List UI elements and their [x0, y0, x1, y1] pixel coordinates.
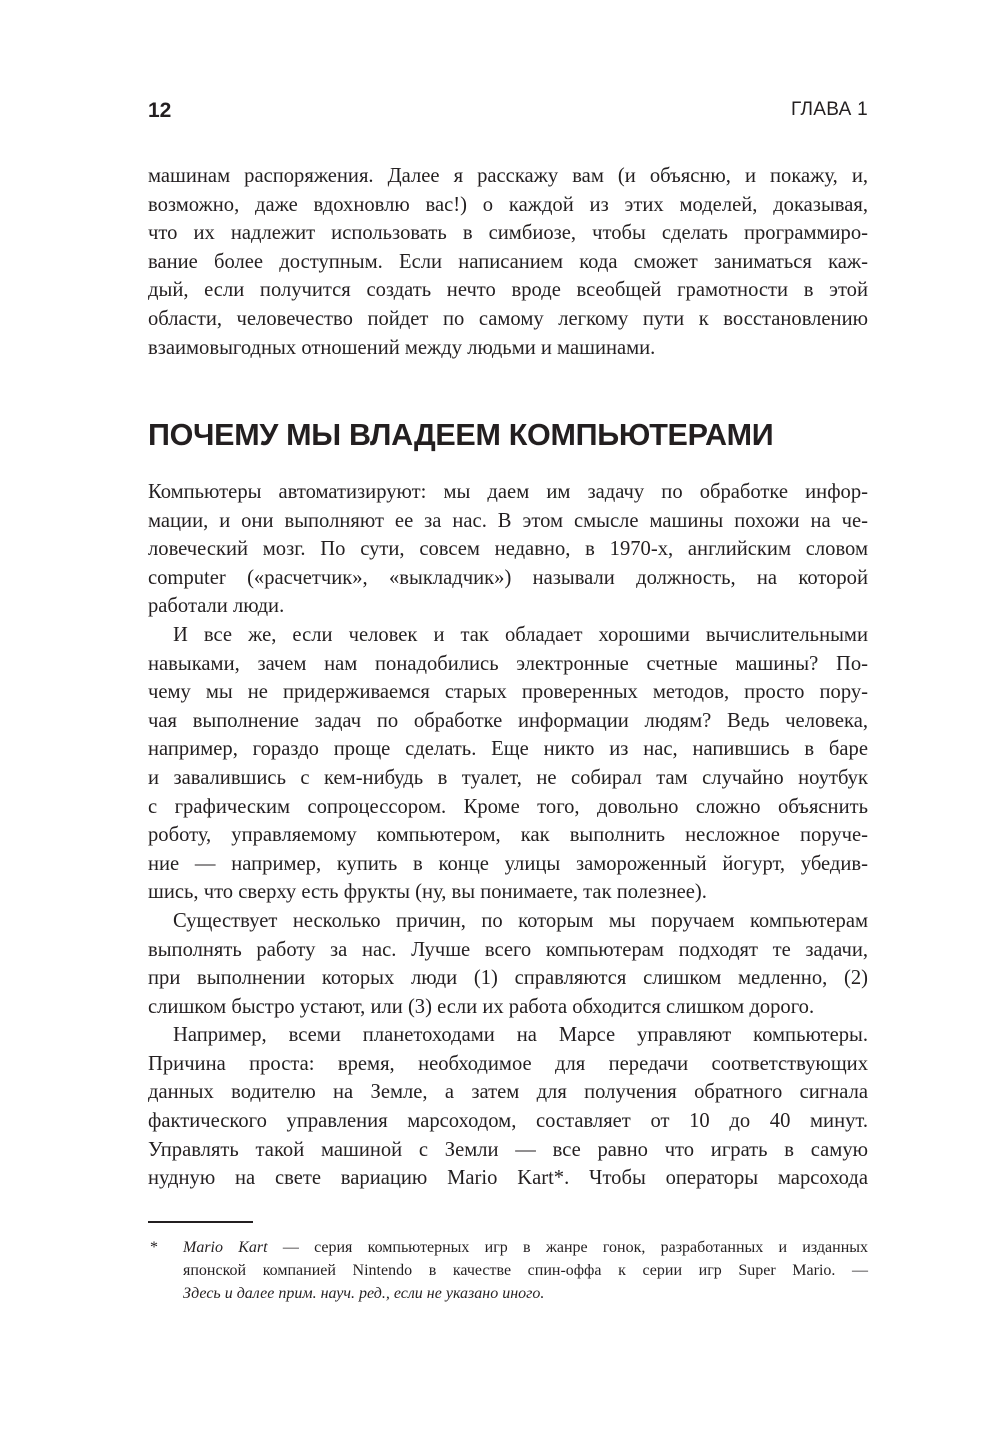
text-line: что их надлежит использовать в симбиозе, чтобы сделать программиро- [148, 222, 868, 245]
footnote-marker: * [150, 1239, 158, 1256]
text-line: И все же, если человек и так обладает хорошими вычислительными [173, 623, 868, 646]
text-line: фактического управления марсоходом, составляет от 10 до 40 минут. [148, 1110, 868, 1133]
text-line: с графическим сопроцессором. Кроме того, довольно сложно объяснить [148, 795, 868, 818]
text-line: чему мы не придерживаемся старых проверенных методов, просто пору- [148, 681, 868, 704]
text-line: Управлять такой машиной с Земли — все равно что играть в самую [148, 1138, 868, 1161]
text-line: Причина проста: время, необходимое для передачи соответствующих [148, 1052, 868, 1075]
text-line: ловеческий мозг. По сути, совсем недавно, в 1970-х, английским словом [148, 538, 868, 561]
text-line: computer («расчетчик», «выкладчик») называли должность, на которой [148, 566, 868, 589]
text-line: взаимовыгодных отношений между людьми и машинами. [148, 336, 656, 359]
paragraph [148, 907, 868, 1021]
text-line: области, человечество пойдет по самому легкому пути к восстановлению [148, 307, 868, 330]
footnote-text: — серия компьютерных игр в жанре гонок, разработанных и изданных [267, 1239, 869, 1256]
text-line: нудную на свете вариацию Mario Kart*. Чтобы операторы марсохода [148, 1167, 868, 1190]
text-line: чая выполнение задач по обработке информации людям? Ведь человека, [148, 709, 868, 732]
text-line: машинам распоряжения. Далее я расскажу вам (и объясню, и покажу, и, [148, 165, 868, 187]
text-line: ние — например, купить в конце улицы замороженный йогурт, убедив- [148, 852, 868, 875]
text-line: вание более доступным. Если написанием кода сможет заниматься каж- [148, 250, 868, 273]
text-line: мации, и они выполняют ее за нас. В этом смысле машины похожи на че- [148, 509, 868, 532]
paragraph [148, 621, 868, 907]
paragraph [148, 478, 868, 621]
text-line: данных водителю на Земле, а затем для получения обратного сигнала [148, 1081, 868, 1104]
text-line: шись, что сверху есть фрукты (ну, вы понимаете, так полезнее). [148, 881, 707, 904]
text-line: дый, если получится создать нечто вроде всеобщей грамотности в этой [148, 279, 868, 302]
text-line: Компьютеры автоматизируют: мы даем им задачу по обработке инфор- [148, 481, 868, 503]
footnote-divider [148, 1221, 253, 1223]
text-line: выполнять работу за нас. Лучше всего компьютерам подходят те задачи, [148, 938, 868, 961]
text-line: при выполнении которых люди (1) справляются слишком медленно, (2) [148, 967, 868, 990]
text-line: роботу, управляемому компьютером, как выполнить несложное поруче- [148, 824, 868, 847]
text-line: навыками, зачем нам понадобились электронные счетные машины? По- [148, 652, 868, 675]
footnote-title: Mario Kart [183, 1239, 268, 1256]
text-line: Например, всеми планетоходами на Марсе управляют компьютеры. [173, 1024, 868, 1047]
intro-paragraph [148, 162, 868, 362]
paragraph [148, 1021, 868, 1193]
footnote-editor-note: Здесь и далее прим. науч. ред., если не указано иного. [183, 1285, 545, 1302]
text-line: возможно, даже вдохновлю вас!) о каждой из этих моделей, доказывая, [148, 193, 868, 216]
text-line: например, гораздо проще сделать. Еще никто из нас, напившись в баре [148, 738, 868, 761]
running-header-chapter: ГЛАВА 1 [790, 99, 868, 120]
section-heading: ПОЧЕМУ МЫ ВЛАДЕЕМ КОМПЬЮТЕРАМИ [148, 418, 774, 452]
footnote-line: японской компанией Nintendo в качестве спин-оффа к серии игр Super Mario. — [183, 1262, 868, 1279]
footnote-line [183, 1236, 868, 1259]
text-line: слишком быстро устают, или (3) если их работа обходится слишком дорого. [148, 995, 815, 1018]
text-line: Существует несколько причин, по которым мы поручаем компьютерам [173, 909, 868, 932]
footnote-line [183, 1282, 868, 1305]
footnote [148, 1236, 868, 1305]
page-number: 12 [148, 99, 172, 122]
text-line: и завалившись с кем-нибудь в туалет, не собирал там случайно ноутбук [148, 766, 868, 789]
section-body [148, 478, 868, 1193]
text-line: работали люди. [148, 595, 285, 618]
